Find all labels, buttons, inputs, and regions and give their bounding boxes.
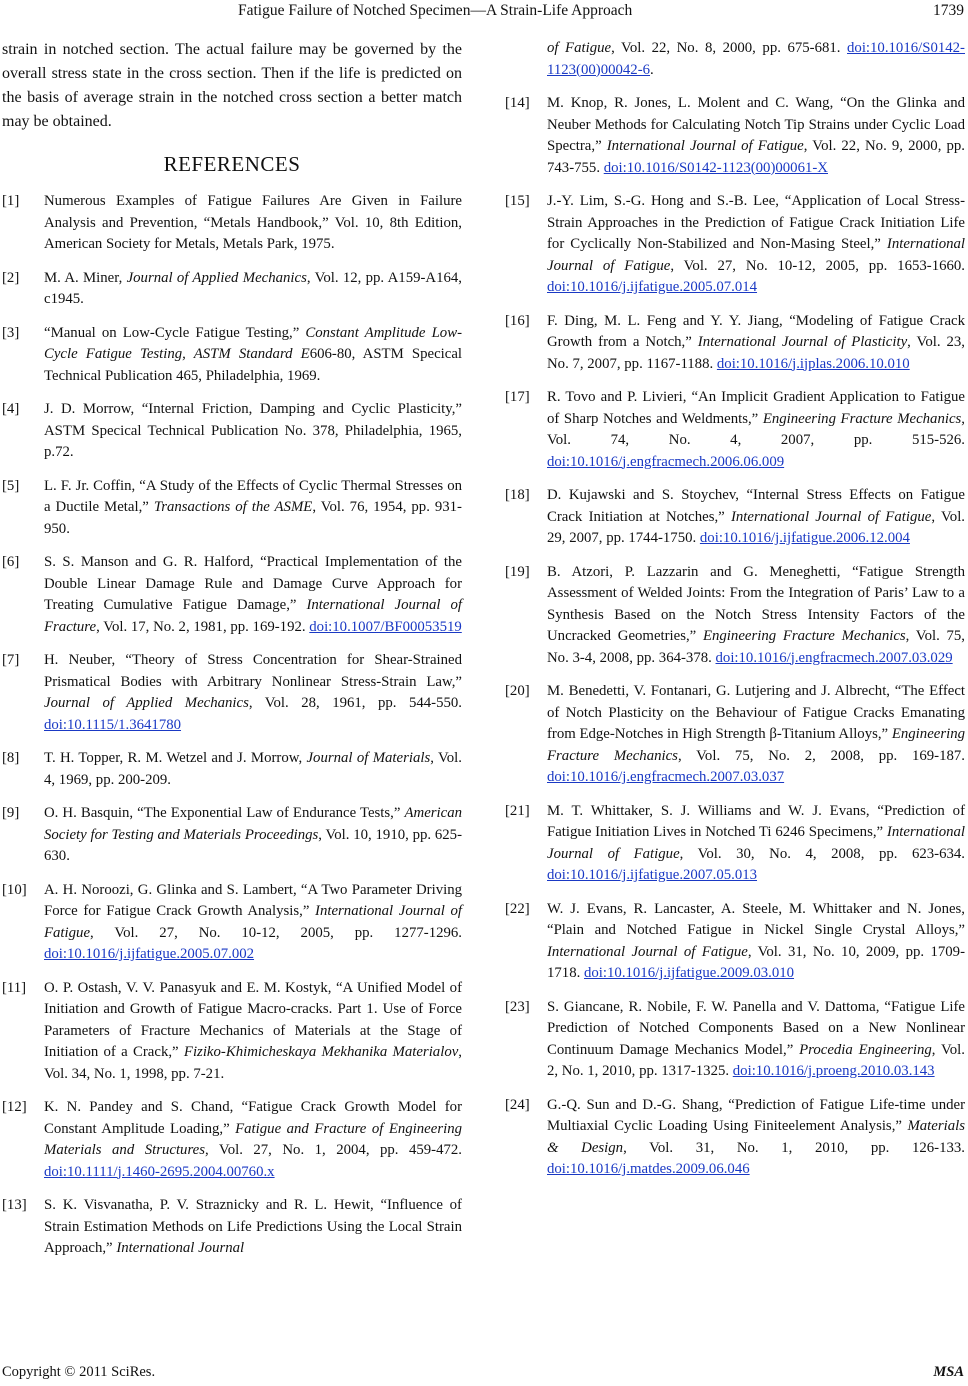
reference-text: O. H. Basquin, “The Exponential Law of Endurance Tests,” (44, 805, 405, 821)
reference-entry (505, 93, 965, 179)
running-title: Fatigue Failure of Notched Specimen—A Strain-Life Approach (238, 2, 633, 19)
doi-link[interactable]: doi:10.1016/j.engfracmech.2007.03.037 (547, 769, 785, 785)
reference-entry (2, 399, 462, 464)
reference-details: , Vol. 4, 1969, pp. 200-209. (44, 750, 462, 788)
reference-number: [9] (2, 805, 20, 821)
reference-source: Engineering Fracture Mechanics (762, 410, 962, 427)
reference-details: , Vol. 27, No. 10-12, 2005, pp. 1653-1660. (670, 257, 965, 274)
reference-details: , Vol. 22, No. 8, 2000, pp. 675-681. (611, 40, 848, 56)
reference-number: [23] (505, 998, 530, 1015)
reference-source: Engineering Fracture Mechanics (702, 628, 906, 644)
reference-number: [13] (2, 1197, 27, 1213)
page-number: 1739 (933, 2, 964, 19)
reference-source: International Journal of Fatigue (606, 138, 804, 154)
reference-source: International Journal (116, 1240, 245, 1256)
reference-tail: . (650, 61, 654, 78)
reference-text: K. N. Pandey and S. Chand, “Fatigue Crack Growth Model for Constant Amplitude Loading,” (44, 1099, 462, 1137)
reference-source: Journal of Applied Mechanics (126, 269, 307, 286)
references-list-right (505, 38, 965, 1181)
reference-entry (505, 191, 965, 299)
reference-source: Journal of Materials (306, 750, 431, 766)
reference-details: , Vol. 12, pp. A159-A164, c1945. (44, 269, 462, 307)
page-footer (0, 1362, 968, 1386)
doi-link[interactable]: doi:10.1016/j.ijfatigue.2005.07.014 (547, 279, 758, 295)
reference-number: [1] (2, 193, 20, 209)
reference-entry (2, 978, 462, 1086)
reference-source: International Journal of Fatigue (547, 824, 965, 862)
reference-entry (2, 748, 462, 791)
reference-source: International Journal of Fatigue (44, 903, 462, 941)
reference-source: of Fatigue (547, 40, 612, 56)
reference-text: “Manual on Low-Cycle Fatigue Testing,” (44, 324, 306, 341)
reference-entry (505, 485, 965, 550)
reference-text: M. Benedetti, V. Fontanari, G. Lutjering and J. Albrecht, “The Effect of Notch Plasticity on the Behaviour of Fatigue Cracks Emanating from Edge-Notches in High Strength β-Titanium Alloys,” (547, 683, 965, 742)
reference-text: L. F. Jr. Coffin, “A Study of the Effects of Cyclic Thermal Stresses on a Ductile Metal,” (44, 477, 462, 515)
doi-link[interactable]: doi:10.1016/S0142-1123(00)00061-X (603, 159, 828, 176)
reference-details: , Vol. 74, No. 4, 2007, pp. 515-526. (547, 410, 965, 448)
reference-source: Journal of Applied Mechanics (44, 695, 249, 711)
doi-link[interactable]: doi:10.1016/j.ijfatigue.2005.07.002 (44, 946, 255, 962)
reference-source: International Journal of Plasticity (697, 334, 908, 350)
reference-number: [6] (2, 554, 20, 570)
reference-text: A. H. Noroozi, G. Glinka and S. Lambert, “A Two Parameter Driving Force for Fatigue Crack Growth Analysis,” (44, 881, 462, 919)
reference-text: J.-Y. Lim, S.-G. Hong and S.-B. Lee, “Application of Local Stress-Strain Approaches in the Prediction of Fatigue Crack Initiation Life for Cyclically Non-Stabilized and Non-Masing Steel,” (547, 193, 965, 252)
reference-number: [10] (2, 881, 27, 898)
references-list-left (2, 191, 462, 1260)
reference-text: M. T. Whittaker, S. J. Williams and W. J. Evans, “Prediction of Fatigue Initiation Lives in Notched Ti 6246 Specimens,” (547, 802, 965, 840)
reference-number: [22] (505, 900, 530, 917)
reference-entry (505, 38, 965, 81)
reference-entry (2, 552, 462, 638)
reference-entry (2, 1097, 462, 1183)
reference-details: 606-80, ASTM Specical Technical Publication 465, Philadelphia, 1969. (44, 346, 462, 384)
reference-details: , Vol. 28, 1961, pp. 544-550. (248, 695, 462, 711)
reference-number: [7] (2, 652, 20, 668)
reference-text: M. A. Miner, (44, 269, 127, 286)
reference-entry (2, 880, 462, 966)
reference-entry (505, 899, 965, 985)
reference-entry (2, 803, 462, 868)
reference-source: Constant Amplitude Low-Cycle Fatigue Testing, ASTM Standard E (44, 324, 462, 362)
reference-number: [12] (2, 1099, 27, 1115)
reference-text: R. Tovo and P. Livieri, “An Implicit Gradient Application to Fatigue of Sharp Notches and Weldments,” (547, 389, 965, 427)
doi-link[interactable]: doi:10.1016/j.engfracmech.2006.06.009 (547, 453, 785, 470)
reference-details: , Vol. 34, No. 1, 1998, pp. 7-21. (44, 1044, 462, 1082)
reference-number: [24] (505, 1096, 530, 1113)
reference-text: O. P. Ostash, V. V. Panasyuk and E. M. Kostyk, “A Unified Model of Initiation and Growth of Fatigue Macro-cracks. Part 1. Use of Force Parameters of Fracture Mechanics of Materials at the Stage of Initiation of a Crack,” (44, 979, 462, 1060)
reference-details: , Vol. 27, No. 1, 2004, pp. 459-472. (205, 1142, 463, 1158)
doi-link[interactable]: doi:10.1016/S0142-1123(00)00042-6 (547, 40, 965, 78)
reference-source: Engineering Fracture Mechanics (547, 726, 965, 764)
reference-number: [2] (2, 269, 20, 286)
reference-entry (2, 268, 462, 311)
reference-details: , Vol. 75, No. 3-4, 2008, pp. 364-378. (547, 628, 965, 666)
reference-number: [11] (2, 979, 27, 996)
reference-entry (2, 323, 462, 388)
reference-details: , Vol. 22, No. 9, 2000, pp. 743-755. (547, 138, 966, 176)
doi-link[interactable]: doi:10.1111/j.1460-2695.2004.00760.x (44, 1163, 275, 1180)
reference-source: Fatigue and Fracture of Engineering Materials and Structures (44, 1120, 462, 1158)
reference-number: [15] (505, 193, 530, 209)
reference-entry (2, 1195, 462, 1260)
reference-text: F. Ding, M. L. Feng and Y. Y. Jiang, “Modeling of Fatigue Crack Growth from a Notch,” (547, 312, 965, 350)
reference-number: [17] (505, 389, 530, 405)
reference-source: International Journal of Fracture (44, 597, 463, 635)
reference-text: H. Neuber, “Theory of Stress Concentration for Shear-Strained Prismatical Bodies with Arbitrary Nonlinear Stress-Strain Law,” (44, 652, 462, 690)
reference-text: B. Atzori, P. Lazzarin and G. Meneghetti, “Fatigue Strength Assessment of Welded Joints: From the Integration of Paris’ Law to a Synthesis Based on the Notch Stress Intensity Factors of the Uncracked Geometries,” (547, 563, 965, 644)
reference-text: S. K. Visvanatha, P. V. Straznicky and R. L. Hewit, “Influence of Strain Estimation Methods on Life Predictions Using the Local Strain Approach,” (44, 1197, 462, 1256)
doi-link[interactable]: doi:10.1016/j.engfracmech.2007.03.029 (715, 649, 953, 666)
reference-details: , Vol. 75, No. 2, 2008, pp. 169-187. (677, 747, 966, 764)
reference-entry (505, 681, 965, 789)
reference-details: , Vol. 31, No. 1, 2010, pp. 126-133. (623, 1139, 965, 1156)
doi-link[interactable]: doi:10.1016/j.matdes.2009.06.046 (547, 1161, 750, 1177)
reference-details: , Vol. 27, No. 10-12, 2005, pp. 1277-1296. (90, 924, 462, 941)
reference-text: W. J. Evans, R. Lancaster, A. Steele, M. Whittaker and N. Jones, “Plain and Notched Fatigue in Nickel Single Crystal Alloys,” (547, 900, 965, 938)
reference-source: Transactions of the ASME (153, 499, 313, 515)
reference-number: [4] (2, 401, 20, 417)
reference-entry (505, 997, 965, 1083)
reference-text: S. S. Manson and G. R. Halford, “Practical Implementation of the Double Linear Damage Rule and Damage Curve Approach for Treating Cumulative Fatigue Damage,” (44, 554, 462, 613)
reference-source: American Society for Testing and Materials Proceedings (44, 805, 462, 843)
reference-entry (2, 476, 462, 541)
reference-entry (2, 650, 462, 736)
doi-link[interactable]: doi:10.1016/j.ijplas.2006.10.010 (716, 355, 910, 372)
reference-entry (505, 1095, 965, 1181)
reference-entry (505, 801, 965, 887)
reference-details: , Vol. 17, No. 2, 1981, pp. 169-192. (96, 618, 310, 635)
reference-entry (2, 191, 462, 256)
reference-source: International Journal of Fatigue (547, 943, 748, 960)
reference-source: Materials & Design (547, 1118, 965, 1156)
reference-entry (505, 562, 965, 670)
left-column (2, 38, 462, 1272)
reference-source: International Journal of Fatigue (730, 508, 932, 525)
reference-text: G.-Q. Sun and D.-G. Shang, “Prediction of Fatigue Life-time under Multiaxial Cyclic Loading Using Finiteelement Analysis,” (547, 1096, 965, 1134)
doi-link[interactable]: doi:10.1016/j.ijfatigue.2007.05.013 (547, 867, 758, 883)
reference-source: Procedia Engineering (799, 1041, 932, 1058)
reference-details: , Vol. 2, No. 1, 2010, pp. 1317-1325. (547, 1041, 965, 1079)
doi-link[interactable]: doi:10.1007/BF00053519 (309, 618, 462, 635)
doi-link[interactable]: doi:10.1115/1.3641780 (44, 716, 182, 733)
reference-details: , Vol. 10, 1910, pp. 625-630. (44, 826, 462, 864)
page-header (0, 0, 968, 26)
doi-link[interactable]: doi:10.1016/j.proeng.2010.03.143 (732, 1063, 935, 1079)
references-heading: REFERENCES (163, 152, 301, 176)
reference-number: [5] (2, 477, 20, 494)
reference-number: [19] (505, 563, 530, 580)
reference-source: Fiziko-Khimicheskaya Mekhanika Materialov (183, 1044, 459, 1060)
reference-number: [14] (505, 95, 530, 111)
reference-entry (505, 387, 965, 473)
reference-text: M. Knop, R. Jones, L. Molent and C. Wang, “On the Glinka and Neuber Methods for Calculating Notch Tip Strains under Cyclic Load Spectra,” (547, 95, 965, 154)
reference-number: [16] (505, 312, 530, 329)
copyright-notice: Copyright © 2011 SciRes. (2, 1364, 156, 1380)
reference-number: [3] (2, 324, 20, 341)
doi-link[interactable]: doi:10.1016/j.ijfatigue.2009.03.010 (584, 965, 795, 981)
reference-number: [21] (505, 802, 530, 819)
reference-entry (505, 311, 965, 376)
reference-text: D. Kujawski and S. Stoychev, “Internal Stress Effects on Fatigue Crack Initiation at Notches,” (547, 487, 965, 525)
reference-number: [18] (505, 487, 530, 503)
reference-number: [8] (2, 750, 20, 766)
reference-details: , Vol. 31, No. 10, 2009, pp. 1709-1718. (547, 943, 966, 981)
reference-text: Numerous Examples of Fatigue Failures Are Given in Failure Analysis and Prevention, “Metals Handbook,” Vol. 10, 8th Edition, American Society for Metals, Metals Park, 1975. (44, 193, 462, 252)
reference-details: , Vol. 76, 1954, pp. 931-950. (44, 499, 462, 537)
reference-details: , Vol. 23, No. 7, 2007, pp. 1167-1188. (547, 334, 965, 372)
intro-paragraph: strain in notched section. The actual failure may be governed by the overall stress state in the cross section. Then if the life is predicted on the basis of average strain in the notched cross section a better match may be obtained. (2, 41, 462, 130)
reference-text: J. D. Morrow, “Internal Friction, Damping and Cyclic Plasticity,” ASTM Specical Technical Publication No. 378, Philadelphia, 1965, p.72. (44, 401, 462, 460)
reference-details: , Vol. 29, 2007, pp. 1744-1750. (547, 508, 966, 546)
reference-text: S. Giancane, R. Nobile, F. W. Panella and V. Dattoma, “Fatigue Life Prediction of Notched Components Based on a New Nonlinear Continuum Damage Mechanics Model,” (547, 998, 965, 1058)
reference-number: [20] (505, 683, 530, 699)
journal-abbrev: MSA (933, 1364, 964, 1380)
right-column (505, 38, 965, 1193)
reference-details: , Vol. 30, No. 4, 2008, pp. 623-634. (679, 845, 965, 862)
reference-source: International Journal of Fatigue (547, 236, 965, 274)
reference-text: T. H. Topper, R. M. Wetzel and J. Morrow, (44, 750, 307, 766)
doi-link[interactable]: doi:10.1016/j.ijfatigue.2006.12.004 (699, 530, 910, 546)
